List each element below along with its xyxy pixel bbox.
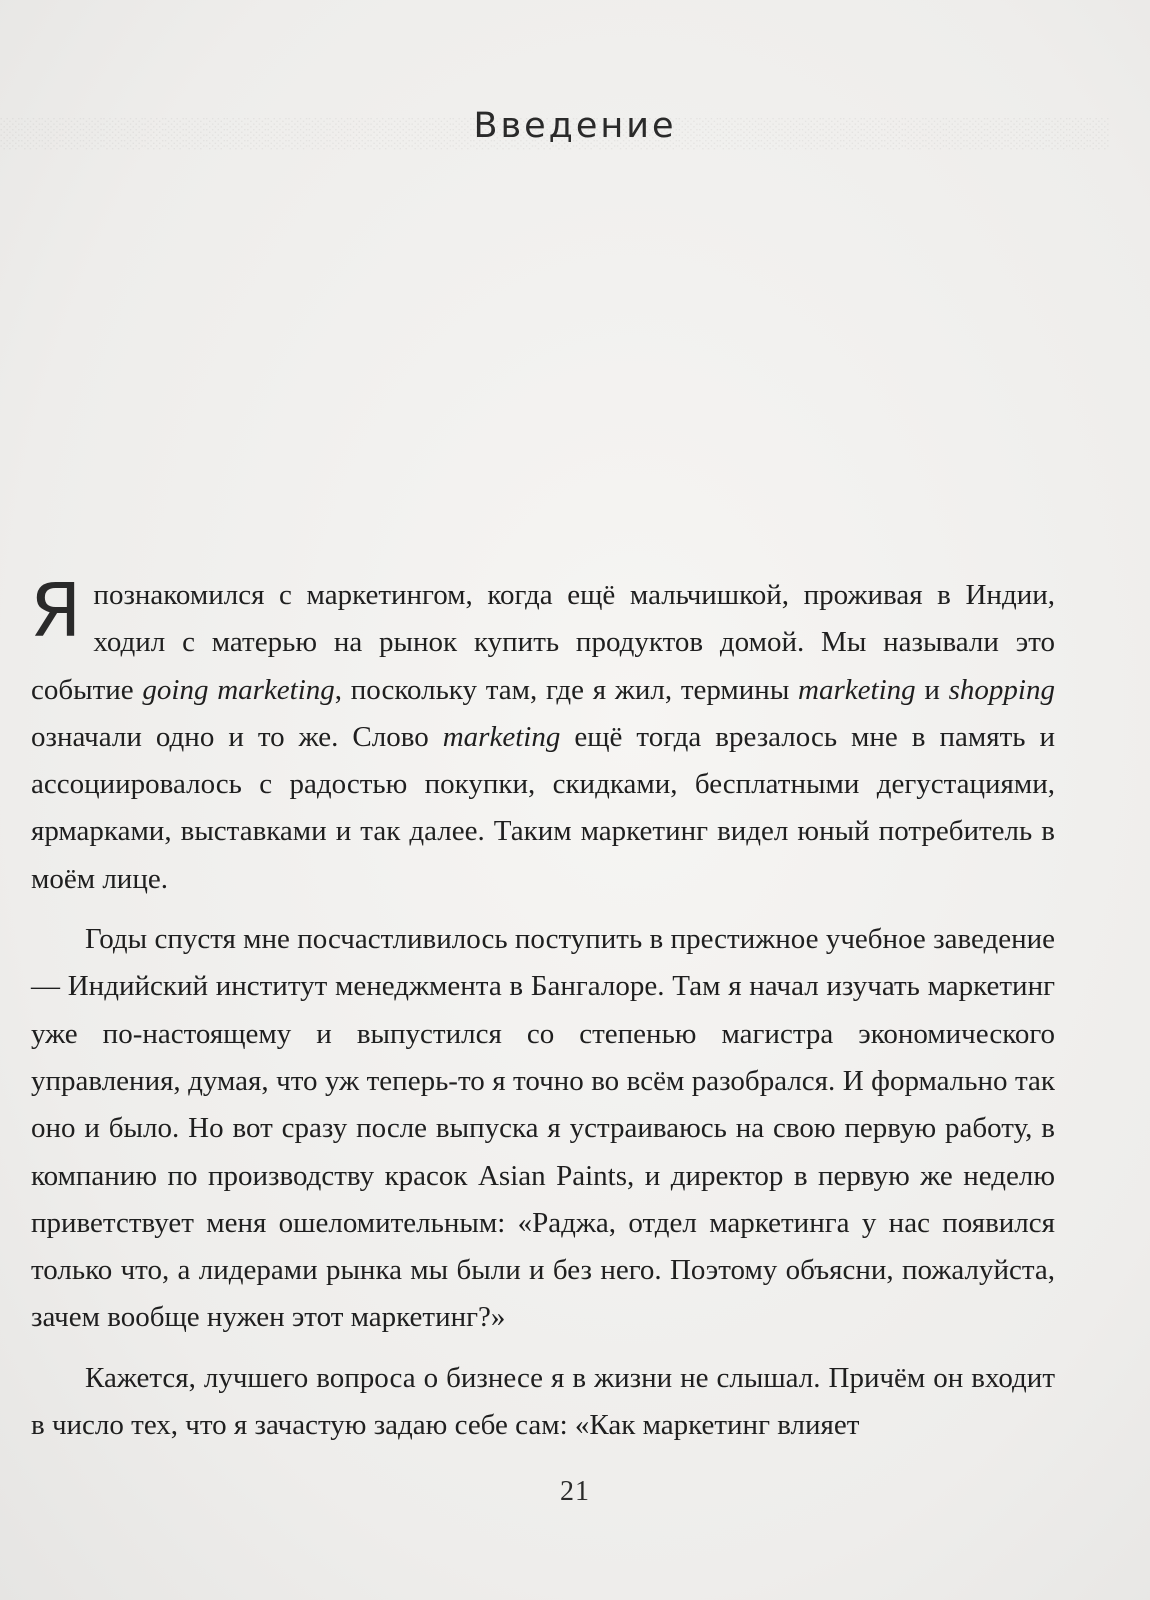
paragraph-1 [30,568,1055,903]
text-run: познакомился с маркетингом, когда ещё мальчишкой, проживая в Индии, ходил с матерью на рынок купить продуктов домой. Мы называли это событие [31,579,1055,706]
paragraph-1-text [30,568,1055,895]
paragraph-3: Кажется, лучшего вопроса о бизнесе я в жизни не слышал. Причём он входит в число тех, что я зачастую задаю себе сам: «Как маркетинг влияет [31,1361,1055,1442]
text-run: , поскольку там, где я жил, термины [334,673,799,706]
chapter-heading: Введение [473,106,677,146]
body-text [30,568,1055,1449]
page-number: 21 [560,1476,590,1507]
drop-cap: Я [30,568,82,654]
italic-term: going marketing [142,673,335,706]
italic-term: shopping [948,673,1055,706]
text-run: ещё тогда врезалось мне в память и ассоциировалось с радостью покупки, скидками, бесплатными дегустациями, ярмарками, выставками и так далее. Таким маркетинг видел юный потребитель в моём лице. [31,720,1055,895]
italic-term: marketing [798,673,916,706]
text-run: и [915,673,949,706]
text-run: означали одно и то же. Слово [31,720,443,753]
italic-term: marketing [442,720,561,753]
paragraph-2: Годы спустя мне посчастливилось поступить в престижное учебное заведение — Индийский институт менеджмента в Бангалоре. Там я начал изучать маркетинг уже по-настоящему и выпустился со степенью магистра экономического управления, думая, что уж теперь-то я точно во всём разобрался. И формально так оно и было. Но вот сразу после выпуска я устраиваюсь на свою первую работу, в компанию по производству красок Asian Paints, и директор в первую же неделю приветствует меня ошеломительным: «Раджа, отдел маркетинга у нас появился только что, а лидерами рынка мы были и без него. Поэтому объясни, пожалуйста, зачем вообще нужен этот маркетинг?» [31,923,1055,1334]
